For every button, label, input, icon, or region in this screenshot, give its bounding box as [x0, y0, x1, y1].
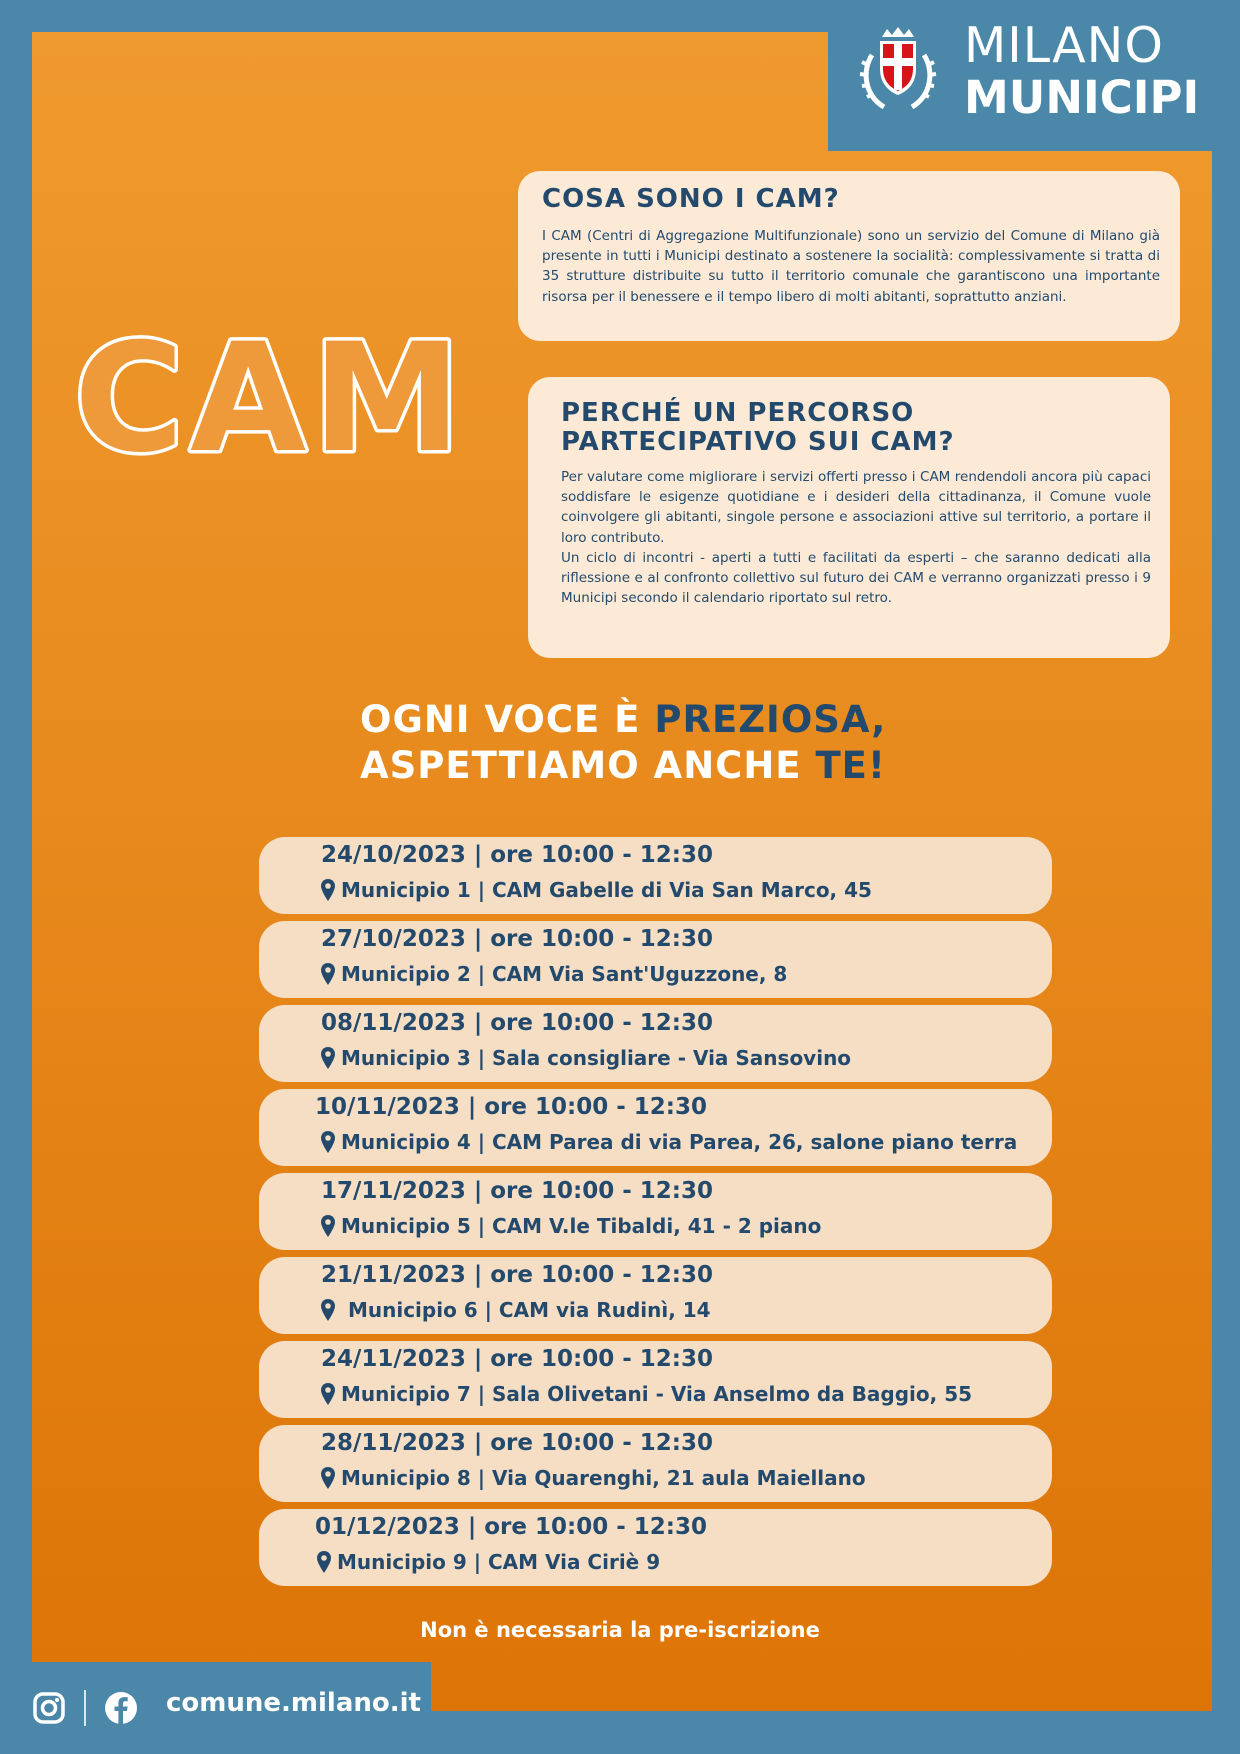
event-location	[321, 1382, 972, 1406]
footer-bar	[0, 1662, 431, 1754]
slogan-punct: !	[867, 744, 886, 787]
slogan-text: OGNI VOCE È	[360, 698, 655, 741]
event-row	[259, 1509, 1052, 1586]
event-location-text: Municipio 7 | Sala Olivetani - Via Anselmo da Baggio, 55	[341, 1382, 973, 1406]
event-date: 24/10/2023 | ore 10:00 - 12:30	[321, 842, 713, 868]
why-participate-card	[528, 377, 1170, 658]
slogan-punct: ,	[871, 698, 887, 741]
facebook-icon[interactable]	[104, 1691, 138, 1725]
slogan-highlight: TE	[815, 744, 868, 787]
event-location-text: Municipio 3 | Sala consigliare - Via Sansovino	[341, 1046, 852, 1070]
event-location	[321, 878, 872, 902]
event-row	[259, 1257, 1052, 1334]
footer-divider	[84, 1690, 86, 1726]
event-location-text: Municipio 5 | CAM V.le Tibaldi, 41 - 2 piano	[341, 1214, 822, 1238]
event-location-text: Municipio 4 | CAM Parea di via Parea, 26, salone piano terra	[341, 1130, 1018, 1154]
event-row	[259, 921, 1052, 998]
cam-title	[70, 300, 490, 470]
event-location	[321, 1046, 851, 1070]
event-row	[259, 1089, 1052, 1166]
event-row	[259, 1005, 1052, 1082]
event-location-text: Municipio 1 | CAM Gabelle di Via San Marco, 45	[341, 878, 872, 902]
location-pin-icon	[321, 1383, 335, 1405]
event-location-text: Municipio 2 | CAM Via Sant'Uguzzone, 8	[341, 962, 788, 986]
website-link[interactable]: comune.milano.it	[166, 1688, 421, 1718]
location-pin-icon	[321, 1047, 335, 1069]
location-pin-icon	[321, 1299, 335, 1321]
event-location	[321, 1130, 1017, 1154]
event-location	[317, 1550, 660, 1574]
why-participate-body-1: Per valutare come migliorare i servizi offerti presso i CAM rendendoli ancora più capaci soddisfare le esigenze quotidiane e i desideri della cittadinanza, il Comune vuole coinvolgere gli abitanti, singole persone e associazioni attive sul territorio, a portare il loro contributo.	[561, 469, 1151, 546]
event-date: 08/11/2023 | ore 10:00 - 12:30	[321, 1010, 713, 1036]
location-pin-icon	[317, 1551, 331, 1573]
slogan-highlight: PREZIOSA	[654, 698, 872, 741]
event-location-text: Municipio 8 | Via Quarenghi, 21 aula Maiellano	[341, 1466, 866, 1490]
event-date: 01/12/2023 | ore 10:00 - 12:30	[315, 1514, 707, 1540]
event-date: 21/11/2023 | ore 10:00 - 12:30	[321, 1262, 713, 1288]
location-pin-icon	[321, 1131, 335, 1153]
event-location-text: Municipio 9 | CAM Via Ciriè 9	[337, 1550, 661, 1574]
event-location	[321, 962, 787, 986]
why-participate-body-2: Un ciclo di incontri - aperti a tutti e facilitati da esperti – che saranno dedicati alla riflessione e al confronto collettivo sul futuro dei CAM e verranno organizzati presso i 9 Municipi secondo il calendario riportato sul retro.	[561, 549, 1151, 607]
event-location-text: Municipio 6 | CAM via Rudinì, 14	[341, 1298, 711, 1322]
logo-municipi-text: MUNICIPI	[964, 71, 1200, 124]
location-pin-icon	[321, 963, 335, 985]
location-pin-icon	[321, 1215, 335, 1237]
event-location	[321, 1298, 711, 1322]
event-date: 10/11/2023 | ore 10:00 - 12:30	[315, 1094, 707, 1120]
event-row	[259, 1173, 1052, 1250]
event-location	[321, 1466, 866, 1490]
slogan	[360, 697, 940, 789]
registration-note: Non è necessaria la pre-iscrizione	[420, 1618, 820, 1642]
event-date: 28/11/2023 | ore 10:00 - 12:30	[321, 1430, 713, 1456]
slogan-line-1	[360, 697, 940, 743]
what-are-cam-title: COSA SONO I CAM?	[542, 184, 840, 214]
event-row	[259, 1425, 1052, 1502]
event-location	[321, 1214, 821, 1238]
event-date: 17/11/2023 | ore 10:00 - 12:30	[321, 1178, 713, 1204]
milano-crest-icon	[858, 25, 938, 115]
why-participate-title-line1: PERCHÉ UN PERCORSO	[561, 398, 915, 428]
instagram-icon[interactable]	[32, 1691, 66, 1725]
event-date: 24/11/2023 | ore 10:00 - 12:30	[321, 1346, 713, 1372]
location-pin-icon	[321, 1467, 335, 1489]
slogan-line-2	[360, 743, 940, 789]
logo-milano-text: MILANO	[964, 17, 1164, 74]
event-date: 27/10/2023 | ore 10:00 - 12:30	[321, 926, 713, 952]
event-row	[259, 837, 1052, 914]
what-are-cam-card	[518, 171, 1180, 341]
event-schedule	[259, 837, 1052, 1593]
event-row	[259, 1341, 1052, 1418]
why-participate-title-line2: PARTECIPATIVO SUI CAM?	[561, 427, 955, 457]
slogan-text: ASPETTIAMO ANCHE	[360, 744, 816, 787]
svg-text:CAM: CAM	[74, 312, 468, 470]
what-are-cam-body: I CAM (Centri di Aggregazione Multifunzionale) sono un servizio del Comune di Milano già presente in tutti i Municipi destinato a sostenere la socialità: complessivamente si tratta di 35 strutture distribuite su tutto il territorio comunale che garantiscono una importante risorsa per il benessere e il tempo libero di molti abitanti, soprattutto anziani.	[542, 228, 1160, 305]
location-pin-icon	[321, 879, 335, 901]
